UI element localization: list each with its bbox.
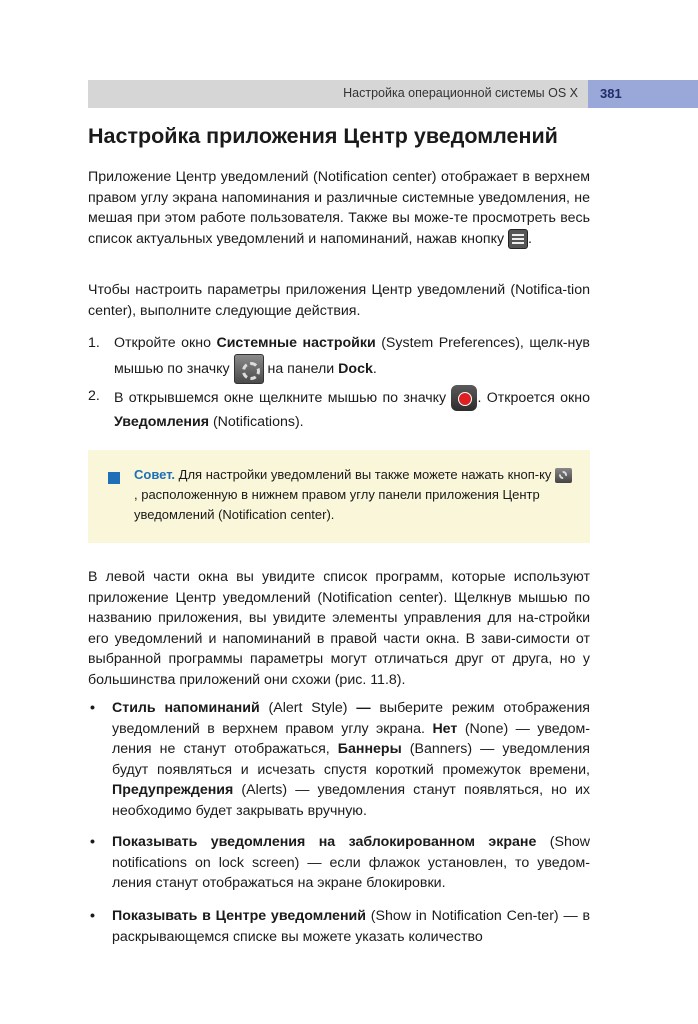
tip-marker: [108, 472, 120, 484]
running-header-title: Настройка операционной системы OS X: [343, 86, 578, 100]
intro-paragraph: Приложение Центр уведомлений (Notification center) отображает в верхнем правом углу экрана напоминания и различные системные уведомления, не мешая при этом работе пользователя. Также вы може-те просмотреть весь список актуальных уведомлений и напоминаний, нажав кнопку .: [88, 167, 590, 249]
tip-text: Совет. Для настройки уведомлений вы также можете нажать кноп-ку , расположенную в нижнем правом углу панели приложения Центр уведомлений (Notification center).: [134, 465, 574, 525]
list-icon: [508, 229, 528, 249]
body-paragraph: В левой части окна вы увидите список программ, которые используют приложение Центр уведомлений (Notification center). Щелкнув мышью по названию приложения, вы увидите элементы управления для на-стройки его уведомлений и напоминаний в правой части окна. В зави-симости от выбранной программы параметры могут отличаться друг от друга, но у большинства приложений они схожи (рис. 11.8).: [88, 569, 590, 688]
setup-paragraph: Чтобы настроить параметры приложения Центр уведомлений (Notifica-tion center), выполните следующие действия.: [88, 282, 590, 319]
running-header: [88, 80, 588, 108]
gear-small-icon: [555, 468, 572, 483]
tip-box: [88, 450, 590, 543]
page-number: 381: [600, 86, 622, 101]
section-heading: Настройка приложения Центр уведомлений: [88, 124, 558, 148]
page-number-box: [588, 80, 698, 108]
gear-icon: [234, 354, 264, 384]
notifications-icon: [451, 385, 477, 411]
